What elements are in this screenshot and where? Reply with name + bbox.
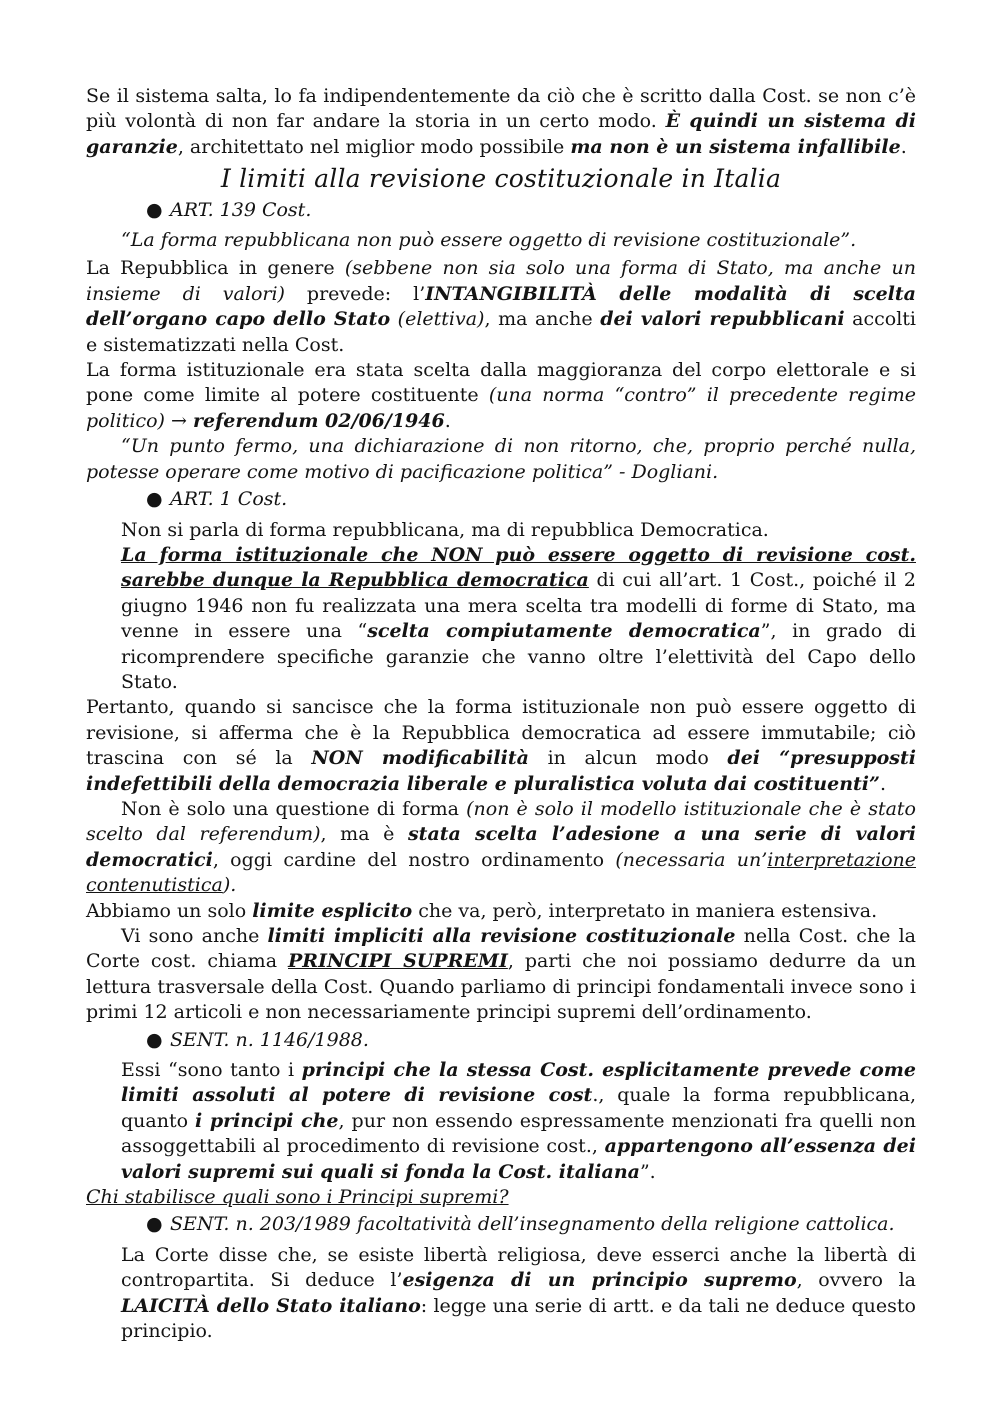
text-run-bold-italic: esigenza di un principio supremo	[402, 1269, 797, 1292]
text-run-italic: (sebbene non sia solo una forma di Stato, ma anche un insieme di valori)	[86, 257, 916, 305]
bullet-sent-1146-1988	[146, 1028, 916, 1053]
bullet-label: SENT. n. 203/1989 facoltatività dell’insegnamento della religione cattolica.	[170, 1213, 895, 1236]
question-principi-supremi	[86, 1185, 916, 1210]
text-run-italic: (non è solo il modello istituzionale che è stato scelto dal referendum)	[86, 797, 916, 846]
text-run: Non è solo una questione di forma	[121, 797, 467, 820]
text-run: , parti che noi possiamo dedurre da un lettura trasversale della Cost. Quando parliamo di principi fondamentali invece sono i primi 12 articoli e non necessariamente principi supremi dell’ordinamento.	[86, 950, 916, 1024]
text-run: Se il sistema salta, lo fa indipendentemente da ciò che è scritto dalla Cost. se non c’è più volontà di non far andare la storia in un certo modo.	[86, 85, 916, 133]
text-run: Pertanto, quando si sancisce che la forma istituzionale non può essere oggetto di revisione, si afferma che è la Repubblica democratica ad essere immutabile; ciò trascina con sé la	[86, 696, 916, 770]
text-run-bold-italic: scelta compiutamente democratica	[367, 620, 761, 643]
text-run-bold-italic: ma non è un sistema infallibile	[570, 135, 901, 158]
paragraph-repubblica-democratica: Non si parla di forma repubblicana, ma di repubblica Democratica.	[121, 518, 769, 541]
text-run: La forma istituzionale era stata scelta dalla maggioranza del corpo elettorale e si pone come limite al potere costituente	[86, 359, 916, 407]
text-run: accolti e sistematizzati nella Cost.	[86, 308, 916, 356]
bullet-dot-icon: ●	[146, 1213, 163, 1236]
text-run-bold-italic: limiti impliciti alla revisione costituzionale	[267, 925, 736, 947]
text-run: in alcun modo	[528, 747, 728, 770]
bullet-art-139	[146, 198, 916, 223]
text-run-bold-italic: NON modificabilità	[311, 747, 529, 770]
paragraph-questione-forma	[86, 797, 916, 899]
text-run-italic: (necessaria un’	[615, 848, 768, 871]
text-run: , architettato nel miglior modo possibile	[177, 135, 571, 158]
quote-art-139: “La forma repubblicana non può essere oggetto di revisione costituzionale”.	[121, 229, 857, 252]
paragraph-laicita	[121, 1243, 916, 1345]
text-run-bold-italic-underline: PRINCIPI SUPREMI	[288, 950, 508, 973]
text-run: Abbiamo un solo	[86, 899, 253, 922]
text-run-italic: ).	[222, 874, 237, 897]
text-run-bold-italic: stata scelta l’adesione a una serie di valori democratici	[86, 823, 917, 871]
bullet-label: SENT. n. 1146/1988.	[170, 1028, 369, 1051]
paragraph-limiti-impliciti	[86, 924, 916, 1026]
text-run-bold-italic: È quindi un sistema di garanzie	[86, 110, 916, 158]
text-run-italic-underline: interpretazione contenutistica	[86, 848, 916, 897]
text-run-bold-italic: dei valori repubblicani	[600, 308, 845, 331]
text-run: .	[900, 135, 907, 158]
text-run: di cui all’art. 1 Cost., poiché il 2 giugno 1946 non fu realizzata una mera scelta tra modelli di forme di Stato, ma venne in essere una “	[121, 569, 916, 643]
text-run-bold-italic: appartengono all’essenza dei valori supremi sui quali si fonda la Cost. italiana	[121, 1135, 916, 1183]
text-run: .	[879, 772, 886, 795]
text-run-italic: (elettiva)	[397, 308, 485, 331]
text-run	[390, 308, 398, 330]
text-run: , ma è	[320, 823, 408, 846]
text-run: , ovvero la	[796, 1269, 917, 1292]
text-run: ., quale la forma repubblicana, quanto	[121, 1084, 916, 1132]
text-run: Vi sono anche	[121, 925, 268, 947]
paragraph-intro	[86, 84, 916, 160]
text-run: che va, però, interpretato in maniera estensiva.	[412, 899, 878, 922]
bullet-dot-icon: ●	[146, 1028, 163, 1051]
text-run: ”, in grado di ricomprendere specifiche garanzie che vanno oltre l’elettività del Capo dello Stato.	[121, 620, 916, 693]
text-run-bold-italic: i principi che	[195, 1109, 339, 1132]
bullet-art-1	[146, 487, 916, 512]
paragraph-essi	[121, 1058, 916, 1185]
text-run: , oggi cardine del nostro ordinamento	[212, 848, 616, 871]
text-run: La Repubblica in genere	[86, 257, 345, 280]
text-run-bold-italic: INTANGIBILITÀ delle modalità di scelta dell’organo capo dello Stato	[86, 282, 916, 331]
document-body	[86, 84, 916, 1345]
text-run: La Corte disse che, se esiste libertà religiosa, deve esserci anche la libertà di contropartita. Si deduce l’	[121, 1243, 916, 1292]
bullet-dot-icon: ●	[146, 488, 163, 511]
bullet-label: ART. 1 Cost.	[170, 488, 288, 511]
paragraph-forma-immutabile	[121, 543, 916, 695]
text-run-bold-italic: principi che la stessa Cost. esplicitamente prevede come limiti assoluti al potere di revisione cost	[121, 1059, 916, 1107]
text-run: nella Cost. che la Corte cost. chiama	[86, 925, 916, 973]
paragraph-pertanto	[86, 695, 916, 797]
text-run: ”.	[639, 1160, 656, 1183]
text-run-italic: (una norma “contro” il precedente regime politico)	[86, 384, 916, 432]
text-run-italic-underline: Chi stabilisce quali sono i Principi supremi?	[86, 1186, 509, 1209]
text-run-bold-italic: referendum 02/06/1946	[192, 409, 445, 432]
text-run: Essi “sono tanto i	[121, 1059, 302, 1082]
paragraph-limite-esplicito	[86, 899, 916, 924]
text-run-bold-italic: LAICITÀ dello Stato italiano	[121, 1294, 421, 1317]
paragraph-repubblica	[86, 256, 916, 358]
text-run-bold-italic-underline: La forma istituzionale che NON può essere oggetto di revisione cost. sarebbe dunque la Repubblica democratica	[121, 543, 916, 592]
arrow-icon: →	[164, 409, 193, 432]
text-run: , ma anche	[484, 308, 601, 331]
paragraph-forma-istituzionale	[86, 358, 916, 434]
text-run-bold-italic: limite esplicito	[252, 899, 413, 922]
text-run: : legge una serie di artt. e da tali ne deduce questo principio.	[121, 1294, 916, 1343]
text-run-bold-italic: dei “presupposti indefettibili della democrazia liberale e pluralistica voluta dai costituenti”	[86, 747, 916, 795]
bullet-dot-icon: ●	[146, 198, 163, 221]
text-run: prevede: l’	[284, 282, 426, 305]
text-run: .	[444, 409, 451, 432]
quote-dogliani: “Un punto fermo, una dichiarazione di non ritorno, che, proprio perché nulla, potesse operare come motivo di pacificazione politica” - Dogliani.	[86, 435, 916, 483]
bullet-sent-203-1989	[146, 1212, 916, 1237]
bullet-label: ART. 139 Cost.	[170, 198, 312, 221]
text-run: , pur non essendo espressamente menzionati fra quelli non assoggettabili al procedimento di revisione cost.,	[121, 1109, 917, 1158]
section-heading: I limiti alla revisione costituzionale in Italia	[220, 164, 782, 194]
